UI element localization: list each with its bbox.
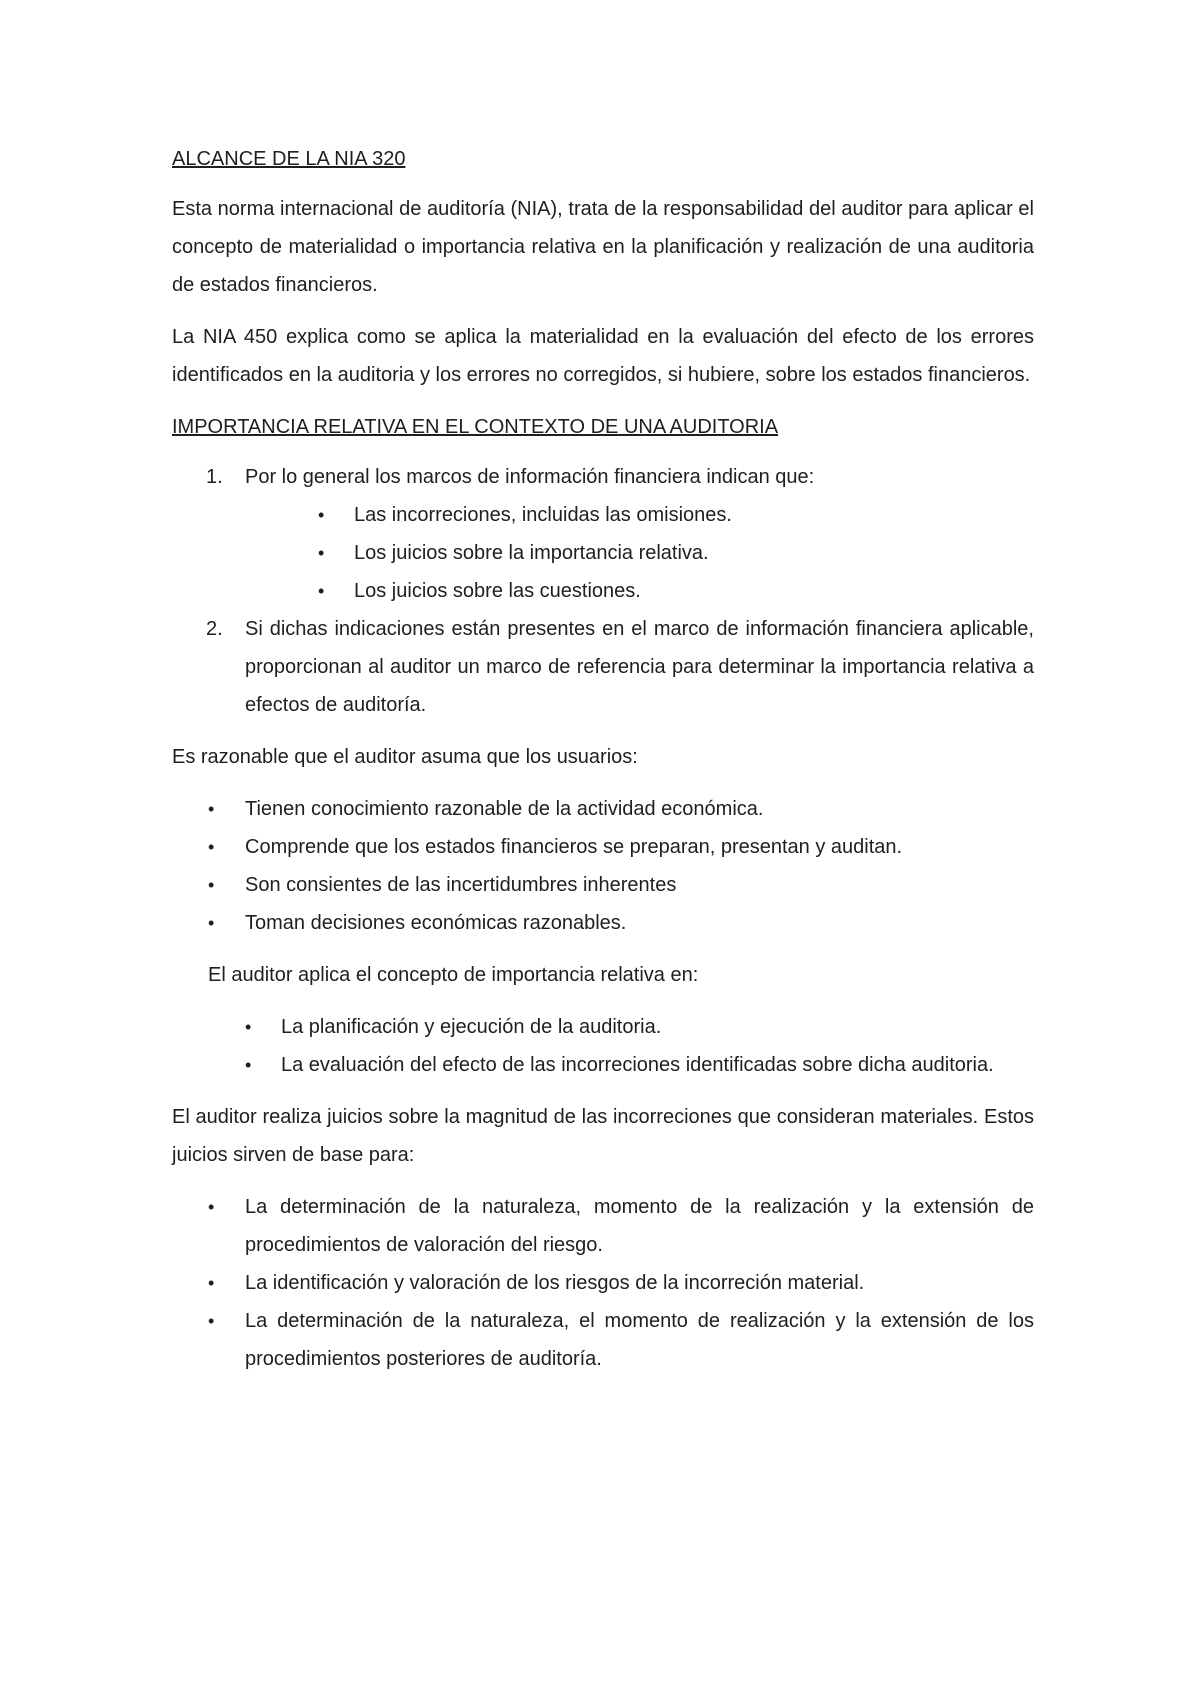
bullet-icon: •	[208, 837, 215, 857]
paragraph-juicios: El auditor realiza juicios sobre la magnitud de las incorreciones que consideran materiales. Estos juicios sirven de base para:	[172, 1106, 1034, 1166]
paragraph-intro: Esta norma internacional de auditoría (NIA), trata de la responsabilidad del auditor para aplicar el concepto de materialidad o importancia relativa en la planificación y realización de una auditoria de estados financieros.	[172, 198, 1034, 296]
item-number: 1.	[206, 466, 223, 488]
bullet-icon: •	[208, 1197, 215, 1217]
list-item	[172, 828, 1034, 866]
bullet-icon: •	[208, 1311, 215, 1331]
list-item	[172, 866, 1034, 904]
numbered-list	[172, 458, 1034, 724]
list-item	[172, 904, 1034, 942]
item-text: Si dichas indicaciones están presentes en el marco de información financiera aplicable, proporcionan al auditor un marco de referencia para determinar la importancia relativa a efectos de auditoría.	[245, 618, 1034, 716]
bullet-list-usuarios	[172, 790, 1034, 942]
list-item-text: La planificación y ejecución de la auditoria.	[281, 1016, 662, 1038]
list-item	[245, 572, 1034, 610]
bullet-icon: •	[245, 1017, 252, 1037]
list-item-text: La determinación de la naturaleza, momento de la realización y la extensión de procedimientos de valoración del riesgo.	[245, 1196, 1034, 1256]
bullet-icon: •	[208, 913, 215, 933]
list-item-text: La evaluación del efecto de las incorreciones identificadas sobre dicha auditoria.	[281, 1054, 994, 1076]
paragraph-usuarios: Es razonable que el auditor asuma que los usuarios:	[172, 746, 638, 768]
section-heading-alcance: ALCANCE DE LA NIA 320	[172, 148, 406, 170]
bullet-icon: •	[208, 799, 215, 819]
bullet-icon: •	[318, 543, 325, 563]
bullet-icon: •	[208, 1273, 215, 1293]
list-item-text: Toman decisiones económicas razonables.	[245, 912, 627, 934]
paragraph-aplica: El auditor aplica el concepto de importancia relativa en:	[208, 964, 699, 986]
document-page	[172, 140, 1034, 1392]
bullet-list-aplica	[172, 1008, 1034, 1084]
list-item-text: Los juicios sobre la importancia relativa.	[354, 542, 709, 564]
list-item	[245, 534, 1034, 572]
item-number: 2.	[206, 618, 223, 640]
bullet-icon: •	[318, 505, 325, 525]
list-item-text: Tienen conocimiento razonable de la actividad económica.	[245, 798, 764, 820]
list-item	[172, 1264, 1034, 1302]
list-item	[245, 496, 1034, 534]
list-item	[172, 1188, 1034, 1264]
list-item	[172, 790, 1034, 828]
list-item-text: Los juicios sobre las cuestiones.	[354, 580, 641, 602]
list-item-text: La determinación de la naturaleza, el momento de realización y la extensión de los procedimientos posteriores de auditoría.	[245, 1310, 1034, 1370]
list-item	[172, 1046, 1034, 1084]
bullet-icon: •	[318, 581, 325, 601]
list-item-text: Las incorreciones, incluidas las omisiones.	[354, 504, 732, 526]
sub-bullet-list	[245, 496, 1034, 610]
list-item	[172, 1008, 1034, 1046]
list-item	[172, 1302, 1034, 1378]
numbered-item	[172, 610, 1034, 724]
list-item-text: Comprende que los estados financieros se preparan, presentan y auditan.	[245, 836, 903, 858]
list-item-text: Son consientes de las incertidumbres inherentes	[245, 874, 677, 896]
bullet-list-juicios	[172, 1188, 1034, 1378]
item-text: Por lo general los marcos de información financiera indican que:	[245, 466, 815, 488]
numbered-item	[172, 458, 1034, 610]
paragraph-nia-450: La NIA 450 explica como se aplica la materialidad en la evaluación del efecto de los errores identificados en la auditoria y los errores no corregidos, si hubiere, sobre los estados financieros.	[172, 326, 1034, 386]
bullet-icon: •	[245, 1055, 252, 1075]
bullet-icon: •	[208, 875, 215, 895]
section-heading-importancia: IMPORTANCIA RELATIVA EN EL CONTEXTO DE UNA AUDITORIA	[172, 416, 779, 438]
list-item-text: La identificación y valoración de los riesgos de la incorreción material.	[245, 1272, 865, 1294]
